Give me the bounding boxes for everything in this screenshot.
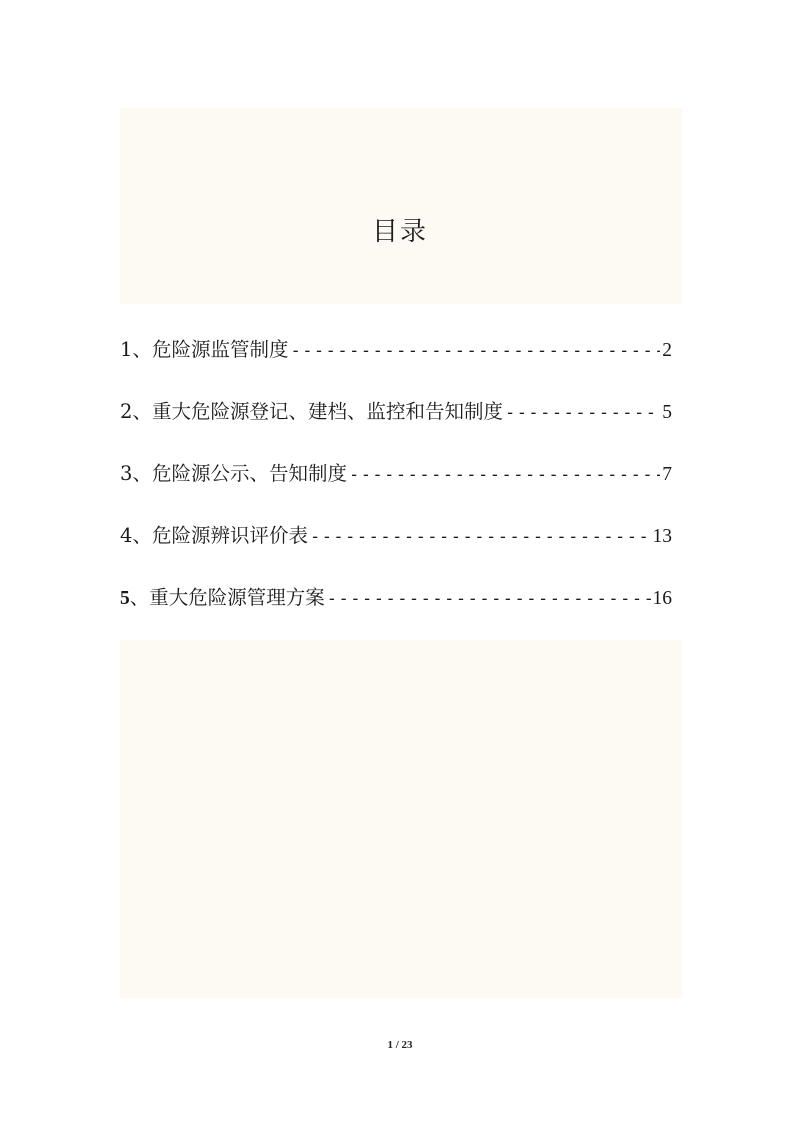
toc-entry-separator: 、 (132, 338, 152, 361)
toc-entry-title: 重大危险源登记、建档、监控和告知制度 (151, 400, 503, 423)
toc-entry-page: 2 (662, 340, 672, 361)
content-background-panel (120, 640, 682, 998)
toc-entry-title: 危险源监管制度 (151, 338, 289, 361)
toc-entry-title: 危险源辨识评价表 (151, 524, 308, 547)
toc-entry-page: 7 (662, 464, 672, 485)
toc-dot-leader (505, 397, 660, 429)
toc-entry-page: 16 (652, 588, 672, 609)
toc-entry-number: 3 (120, 462, 133, 485)
toc-entry-number: 5 (120, 588, 130, 609)
toc-entry-number: 4 (120, 524, 133, 547)
toc-entry-page: 13 (652, 526, 672, 547)
toc-entry-separator: 、 (132, 462, 152, 485)
toc-dot-leader (349, 459, 660, 491)
toc-dot-leader (290, 335, 660, 367)
toc-entry-title: 危险源公示、告知制度 (151, 462, 347, 485)
toc-dot-leader (310, 521, 651, 553)
toc-entry-4[interactable] (120, 520, 672, 552)
toc-entry-page: 5 (662, 402, 672, 423)
toc-entry-1[interactable] (120, 334, 672, 366)
toc-entry-2[interactable] (120, 396, 672, 428)
toc-dot-leader (327, 583, 651, 615)
toc-entry-separator: 、 (129, 586, 150, 609)
toc-entry-separator: 、 (132, 524, 152, 547)
table-of-contents (120, 334, 672, 644)
toc-entry-3[interactable] (120, 458, 672, 490)
toc-entry-title: 重大危险源管理方案 (149, 586, 325, 609)
toc-entry-number: 1 (120, 338, 133, 361)
toc-entry-separator: 、 (132, 400, 152, 423)
page-title: 目录 (371, 217, 428, 247)
title-background-panel (120, 108, 682, 304)
toc-entry-number: 2 (120, 400, 133, 423)
page-number-indicator: 1 / 23 (387, 1039, 413, 1051)
toc-entry-5[interactable] (120, 582, 672, 614)
